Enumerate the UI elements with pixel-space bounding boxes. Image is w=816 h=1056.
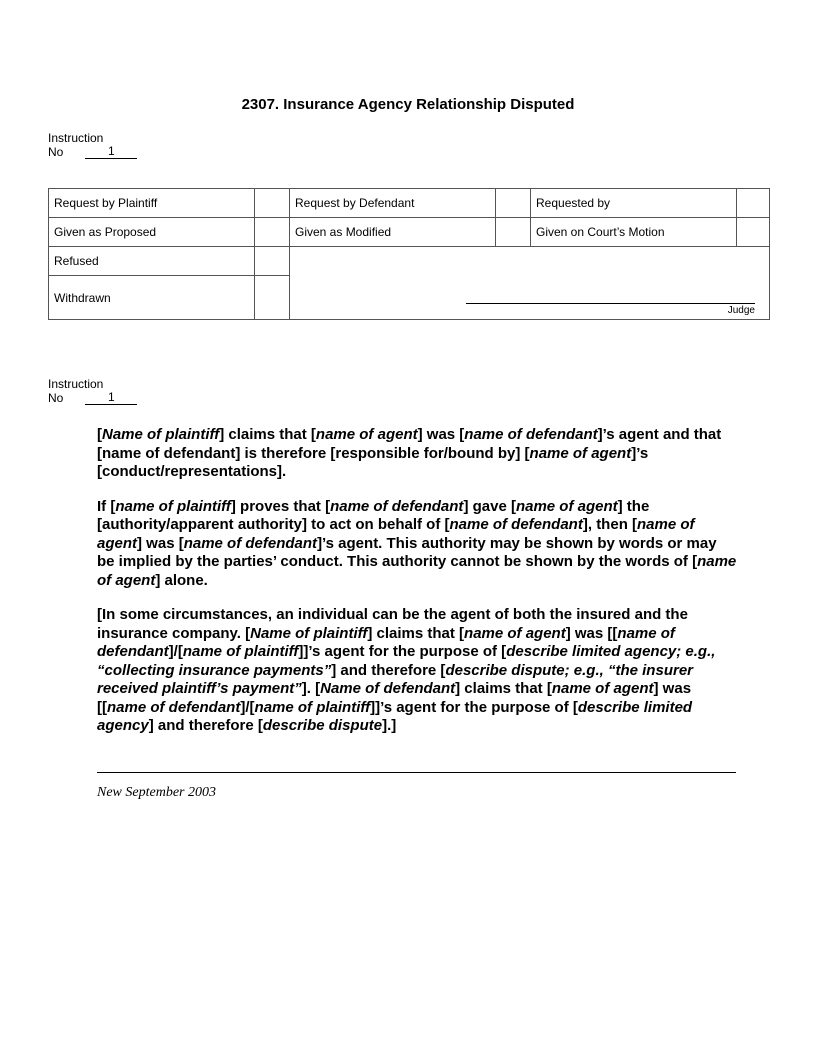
withdrawn-label: Withdrawn bbox=[49, 276, 255, 320]
instruction-number: 1 bbox=[85, 145, 137, 159]
placeholder-text: describe limited agency; e.g., “collecting insurance payments” bbox=[97, 643, 716, 679]
placeholder-text: name of defendant bbox=[97, 624, 675, 660]
judge-label: Judge bbox=[727, 305, 755, 316]
placeholder-text: name of defendant bbox=[330, 497, 464, 515]
text-run: ] and therefore [ bbox=[148, 717, 263, 734]
paragraph-2 bbox=[97, 498, 737, 591]
text-run: ]]’s agent for the purpose of [ bbox=[298, 643, 507, 660]
text-run: ]’s agent and that [name of defendant] is therefore [responsible for/bound by] [ bbox=[97, 426, 722, 462]
given-as-proposed-label: Given as Proposed bbox=[49, 218, 255, 247]
placeholder-text: Name of plaintiff bbox=[250, 624, 368, 642]
judge-signature-area bbox=[290, 247, 770, 320]
text-run: ]’s [conduct/representations]. bbox=[97, 444, 649, 480]
refused-checkbox[interactable] bbox=[255, 247, 290, 276]
instruction-label: Instruction bbox=[48, 131, 104, 145]
placeholder-text: name of agent bbox=[97, 553, 737, 589]
text-run: ] the [authority/apparent authority] to act on behalf of [ bbox=[97, 497, 650, 533]
no-label: No bbox=[48, 391, 64, 405]
instruction-body bbox=[97, 426, 737, 752]
placeholder-text: describe dispute bbox=[262, 717, 383, 734]
text-run: ] claims that [ bbox=[367, 624, 465, 642]
instruction-number-block-2 bbox=[48, 377, 137, 405]
request-table bbox=[48, 188, 770, 320]
given-as-modified-checkbox[interactable] bbox=[496, 218, 531, 247]
given-row bbox=[49, 218, 770, 247]
paragraph-1 bbox=[97, 426, 737, 482]
text-run: ] and therefore [ bbox=[331, 661, 446, 679]
given-on-courts-motion-label: Given on Court’s Motion bbox=[531, 218, 737, 247]
text-run: ] claims that [ bbox=[219, 426, 316, 443]
given-on-courts-motion-checkbox[interactable] bbox=[737, 218, 770, 247]
withdrawn-checkbox[interactable] bbox=[255, 276, 290, 320]
requested-by-checkbox[interactable] bbox=[737, 189, 770, 218]
refused-label: Refused bbox=[49, 247, 255, 276]
refused-row bbox=[49, 247, 770, 276]
placeholder-text: name of agent bbox=[315, 426, 418, 443]
given-as-modified-label: Given as Modified bbox=[290, 218, 496, 247]
given-as-proposed-checkbox[interactable] bbox=[255, 218, 290, 247]
text-run: If [ bbox=[97, 497, 116, 515]
placeholder-text: name of defendant bbox=[464, 426, 598, 443]
text-run: ]/[ bbox=[240, 698, 255, 716]
text-run: ]’s agent. This authority may be shown by words or may be implied by the parties’ conduct. This authority cannot be shown by the words of [ bbox=[97, 534, 717, 570]
text-run: ]]’s agent for the purpose of [ bbox=[370, 698, 578, 716]
revision-note: New September 2003 bbox=[97, 785, 216, 800]
placeholder-text: describe limited agency bbox=[97, 698, 693, 734]
request-by-plaintiff-checkbox[interactable] bbox=[255, 189, 290, 218]
placeholder-text: name of defendant bbox=[107, 698, 241, 716]
request-by-defendant-checkbox[interactable] bbox=[496, 189, 531, 218]
placeholder-text: Name of defendant bbox=[320, 680, 456, 697]
text-run: ] was [[ bbox=[565, 624, 618, 642]
judge-signature-line[interactable] bbox=[466, 303, 755, 304]
text-run: ] claims that [ bbox=[455, 680, 552, 697]
placeholder-text: Name of plaintiff bbox=[102, 426, 220, 443]
page-title: 2307. Insurance Agency Relationship Disputed bbox=[241, 96, 575, 113]
text-run: ] alone. bbox=[155, 571, 208, 589]
request-by-defendant-label: Request by Defendant bbox=[290, 189, 496, 218]
text-run: [In some circumstances, an individual can be the agent of both the insured and the insurance company. [ bbox=[97, 606, 688, 642]
placeholder-text: name of plaintiff bbox=[254, 698, 371, 716]
placeholder-text: name of agent bbox=[464, 624, 566, 642]
text-run: ] proves that [ bbox=[230, 497, 331, 515]
placeholder-text: name of agent bbox=[529, 444, 632, 462]
text-run: [ bbox=[97, 426, 102, 443]
text-run: ].] bbox=[382, 717, 397, 734]
placeholder-text: name of agent bbox=[551, 680, 654, 697]
text-run: ] was [ bbox=[137, 534, 184, 552]
instruction-label: Instruction bbox=[48, 377, 104, 391]
placeholder-text: name of plaintiff bbox=[115, 497, 231, 515]
placeholder-text: describe dispute; e.g., “the insurer received plaintiff’s payment” bbox=[97, 661, 693, 697]
text-run: ], then [ bbox=[582, 516, 638, 533]
no-label: No bbox=[48, 145, 64, 159]
instruction-number-block bbox=[48, 131, 137, 159]
text-run: ] was [[ bbox=[97, 680, 692, 716]
requested-by-label: Requested by bbox=[531, 189, 737, 218]
text-run: ]/[ bbox=[168, 643, 183, 660]
text-run: ]. [ bbox=[301, 680, 321, 697]
placeholder-text: name of agent bbox=[515, 497, 618, 515]
text-run: ] gave [ bbox=[463, 497, 516, 515]
placeholder-text: name of defendant bbox=[449, 516, 583, 533]
paragraph-3 bbox=[97, 606, 737, 736]
placeholder-text: name of agent bbox=[97, 516, 695, 552]
placeholder-text: name of plaintiff bbox=[182, 643, 299, 660]
footer-divider bbox=[97, 772, 736, 773]
text-run: ] was [ bbox=[417, 426, 465, 443]
request-by-plaintiff-label: Request by Plaintiff bbox=[49, 189, 255, 218]
instruction-number: 1 bbox=[85, 391, 137, 405]
request-row bbox=[49, 189, 770, 218]
placeholder-text: name of defendant bbox=[183, 534, 318, 552]
